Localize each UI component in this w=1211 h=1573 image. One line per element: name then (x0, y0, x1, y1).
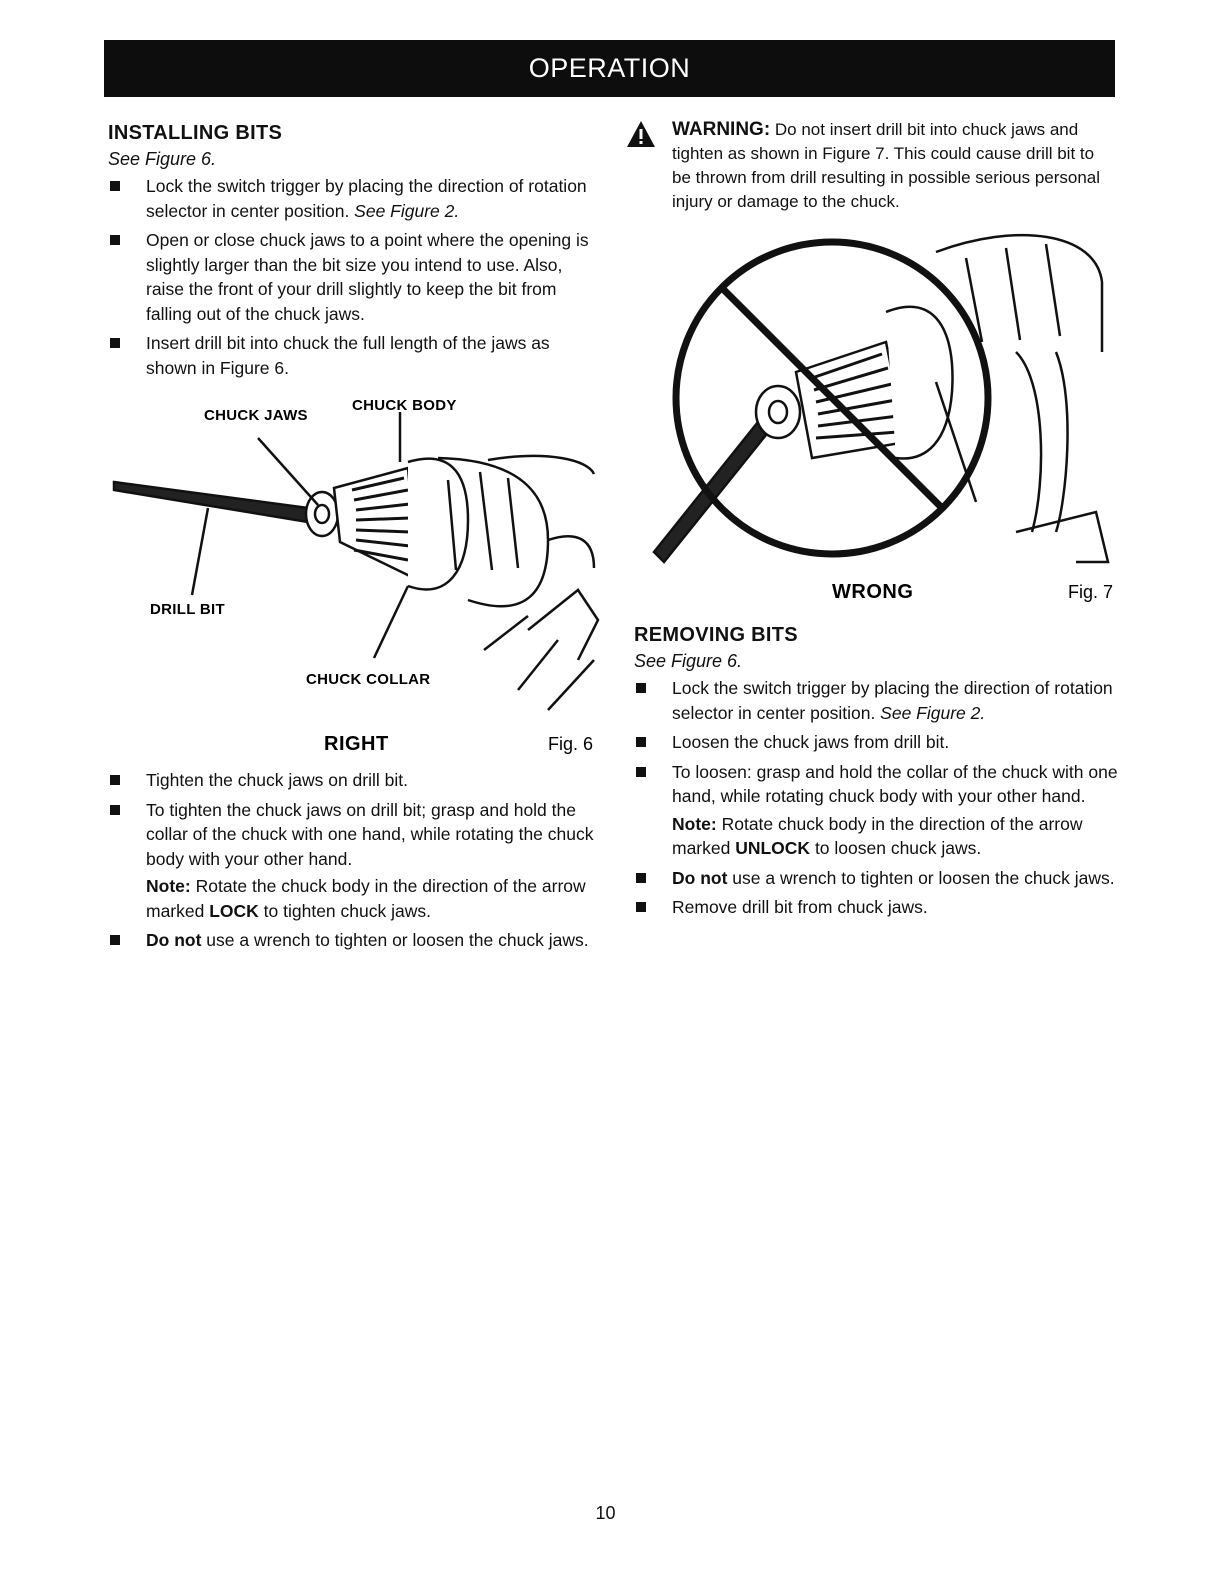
drill-chuck-illustration (108, 390, 604, 756)
installing-bits-heading: INSTALLING BITS (108, 122, 283, 144)
warning-body: Do not insert drill bit into chuck jaws and tighten as shown in Figure 7. This could cause drill bit to be thrown from drill resulting in possible serious personal injury or damage to the chuck. (672, 120, 1101, 211)
list-item (108, 228, 598, 326)
bullet-square-icon (636, 737, 646, 747)
figure-7-caption: WRONG (832, 581, 914, 603)
tightening-steps-list (108, 768, 598, 953)
note-body: Rotate chuck body in the direction of the arrow marked (672, 813, 1083, 858)
bullet-square-icon (110, 338, 120, 348)
step-text: To tighten the chuck jaws on drill bit; grasp and hold the collar of the chuck with one hand, while rotating the chuck body with your other hand. (146, 799, 594, 869)
list-item (634, 895, 1120, 920)
bullet-square-icon (636, 902, 646, 912)
note-body-end: to tighten chuck jaws. (258, 900, 431, 921)
section-header-bar (104, 40, 1115, 97)
drill-wrong-illustration (636, 222, 1116, 612)
warning-text (626, 118, 1116, 214)
note-text (672, 812, 1120, 861)
removing-bits-section (634, 622, 1120, 925)
removing-see-figure: See Figure 6. (634, 651, 743, 671)
note-label: Note: (672, 813, 717, 834)
list-item (108, 928, 598, 953)
label-chuck-body: CHUCK BODY (352, 397, 457, 414)
note-keyword: LOCK (209, 900, 259, 921)
bullet-square-icon (636, 683, 646, 693)
figure-7-number: Fig. 7 (1068, 582, 1114, 602)
bullet-square-icon (110, 775, 120, 785)
step-text: Insert drill bit into chuck the full length of the jaws as shown in Figure 6. (146, 333, 550, 378)
list-item (634, 760, 1120, 861)
figure-6-caption: RIGHT (324, 733, 389, 755)
bullet-square-icon (110, 805, 120, 815)
emphasis-text: Do not (672, 867, 728, 888)
step-text: Loosen the chuck jaws from drill bit. (672, 732, 950, 752)
figure-reference: See Figure 2. (354, 200, 460, 221)
label-chuck-collar: CHUCK COLLAR (306, 671, 431, 688)
note-label: Note: (146, 876, 191, 896)
list-item (108, 174, 598, 223)
note-body-end: to loosen chuck jaws. (810, 838, 982, 858)
installing-bits-continued (108, 768, 598, 958)
list-item (108, 798, 598, 924)
list-item (634, 730, 1120, 755)
step-text: Tighten the chuck jaws on drill bit. (146, 770, 408, 790)
step-text: To loosen: grasp and hold the collar of the chuck with one hand, while rotating chuck body with your other hand. (672, 761, 1118, 806)
removing-bits-heading: REMOVING BITS (634, 624, 798, 646)
note-body: Rotate the chuck body in the direction of the arrow marked (146, 876, 586, 921)
bullet-square-icon (636, 873, 646, 883)
step-text: use a wrench to tighten or loosen the chuck jaws. (201, 930, 589, 950)
label-chuck-jaws: CHUCK JAWS (204, 407, 308, 424)
list-item (108, 768, 598, 793)
step-text: Lock the switch trigger by placing the direction of rotation selector in center position. (146, 176, 587, 221)
step-text: Open or close chuck jaws to a point where the opening is slightly larger than the bit size you intend to use. Also, raise the front of your drill slightly to keep the bit from falling out of the chuck jaws. (146, 230, 589, 324)
installing-see-figure: See Figure 6. (108, 149, 217, 169)
list-item (108, 331, 598, 380)
page-number: 10 (595, 1503, 616, 1523)
installing-bits-section (108, 120, 598, 385)
step-text: Lock the switch trigger by placing the direction of rotation selector in center position. (672, 678, 1113, 723)
removing-steps-list (634, 676, 1120, 920)
note-text (146, 874, 598, 923)
warning-triangle-icon (626, 120, 656, 148)
section-title: OPERATION (528, 53, 691, 83)
list-item (634, 676, 1120, 725)
bullet-square-icon (110, 181, 120, 191)
figure-reference: See Figure 2. (880, 702, 986, 723)
figure-7-wrong (636, 222, 1116, 612)
warning-block (626, 118, 1116, 214)
installing-steps-list (108, 174, 598, 380)
step-text: use a wrench to tighten or loosen the chuck jaws. (727, 867, 1115, 888)
step-text: Remove drill bit from chuck jaws. (672, 897, 928, 917)
bullet-square-icon (110, 235, 120, 245)
bullet-square-icon (110, 935, 120, 945)
warning-label: WARNING: (672, 119, 771, 140)
label-drill-bit: DRILL BIT (150, 601, 225, 618)
list-item (634, 866, 1120, 891)
figure-6-right (108, 390, 604, 756)
bullet-square-icon (636, 767, 646, 777)
note-keyword: UNLOCK (735, 838, 811, 858)
figure-6-number: Fig. 6 (548, 734, 594, 754)
emphasis-text: Do not (146, 930, 202, 950)
